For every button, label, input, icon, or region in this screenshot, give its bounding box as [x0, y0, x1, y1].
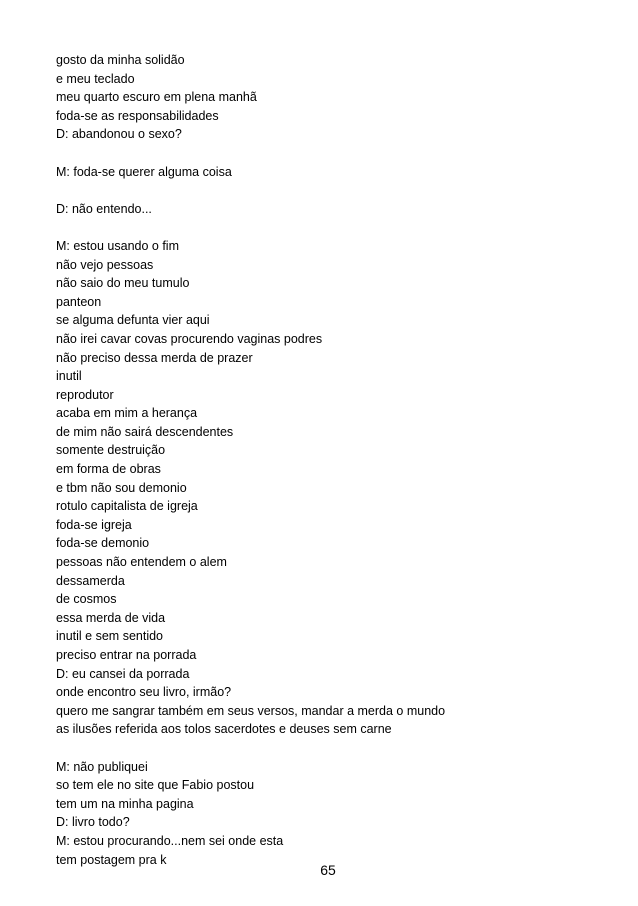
text-line: D: abandonou o sexo?: [56, 127, 182, 142]
blank-line: [56, 739, 616, 758]
text-line: se alguma defunta vier aqui: [56, 313, 210, 328]
text-line: tem postagem pra k: [56, 852, 167, 867]
text-line: dessamerda: [56, 573, 125, 588]
text-line: M: foda-se querer alguma coisa: [56, 164, 232, 179]
page-number: 65: [320, 862, 336, 878]
text-line: essa merda de vida: [56, 610, 166, 625]
text-line: gosto da minha solidão: [56, 53, 185, 67]
text-line: tem um na minha pagina: [56, 796, 194, 811]
text-line: em forma de obras: [56, 462, 161, 477]
text-line: não saio do meu tumulo: [56, 276, 190, 291]
text-line: inutil: [56, 369, 82, 384]
text-line: de mim não sairá descendentes: [56, 424, 234, 439]
text-line: panteon: [56, 294, 102, 309]
text-line: de cosmos: [56, 592, 117, 607]
text-line: D: eu cansei da porrada: [56, 666, 190, 681]
text-line: D: não entendo...: [56, 201, 152, 216]
text-line: acaba em mim a herança: [56, 406, 198, 421]
text-line: foda-se demonio: [56, 536, 150, 551]
text-line: so tem ele no site que Fabio postou: [56, 778, 255, 793]
text-line: M: estou usando o fim: [56, 238, 179, 253]
blank-line: [56, 181, 616, 200]
text-line: M: estou procurando...nem sei onde esta: [56, 833, 284, 848]
blank-line: [56, 218, 616, 237]
text-line: rotulo capitalista de igreja: [56, 499, 198, 514]
text-line: pessoas não entendem o alem: [56, 555, 227, 570]
text-line: quero me sangrar também em seus versos, mandar a merda o mundo: [56, 703, 446, 718]
text-line: não irei cavar covas procurendo vaginas podres: [56, 331, 323, 346]
text-line: não vejo pessoas: [56, 257, 154, 272]
text-line: D: livro todo?: [56, 815, 130, 830]
text-line: não preciso dessa merda de prazer: [56, 350, 253, 365]
text-line: M: não publiquei: [56, 759, 148, 774]
text-line: foda-se igreja: [56, 517, 132, 532]
text-line: meu quarto escuro em plena manhã: [56, 90, 257, 105]
text-line: reprodutor: [56, 387, 114, 402]
text-line: foda-se as responsabilidades: [56, 108, 219, 123]
text-line: preciso entrar na porrada: [56, 648, 197, 662]
text-line: as ilusões referida aos tolos sacerdotes e deuses sem carne: [56, 722, 392, 737]
poem-text: [56, 51, 616, 869]
text-line: e tbm não sou demonio: [56, 480, 187, 495]
text-line: somente destruição: [56, 443, 166, 458]
blank-line: [56, 144, 616, 163]
text-line: onde encontro seu livro, irmão?: [56, 685, 232, 700]
text-line: e meu teclado: [56, 71, 135, 86]
text-line: inutil e sem sentido: [56, 629, 164, 644]
